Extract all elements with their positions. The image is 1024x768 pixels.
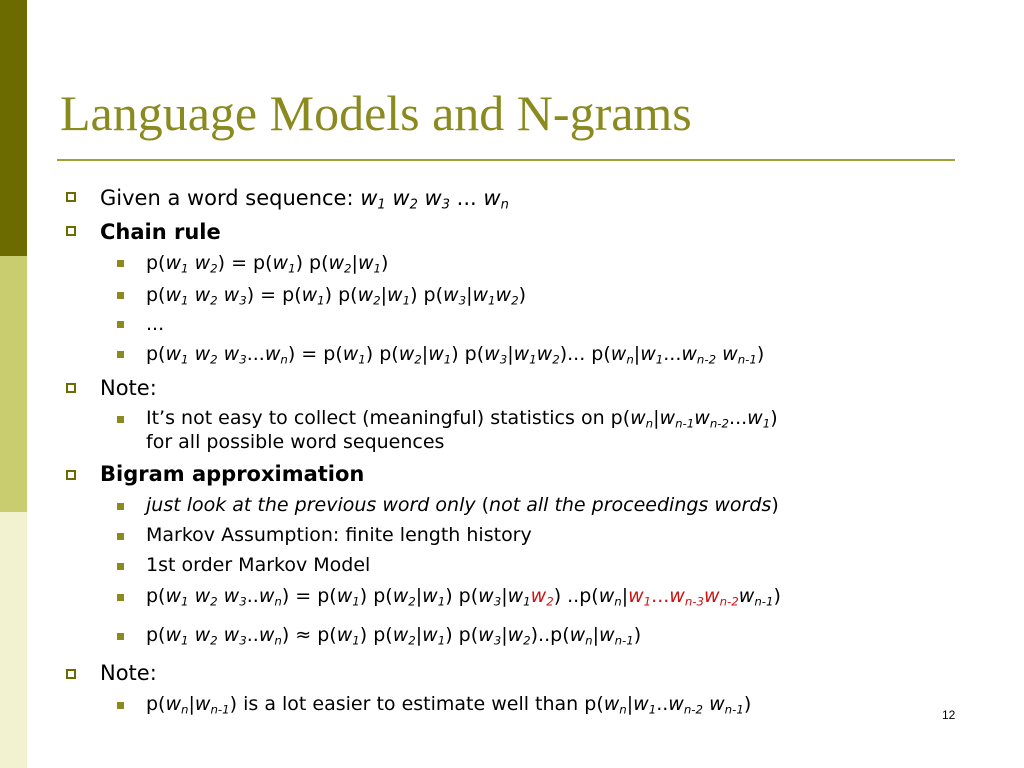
bigram-first-order: 1st order Markov Model [146, 554, 371, 576]
note-statistics-line1: It’s not easy to collect (meaningful) statistics on $p(w_n|w_{n-1}w_{n-2}...w_1)$ [146, 407, 778, 431]
filled-square-bullet-icon [117, 292, 124, 299]
bullet-bigram-approximation [100, 462, 364, 486]
slide-title: Language Models and N-grams [60, 85, 692, 141]
bullet-text: Given a word sequence: [100, 186, 361, 210]
filled-square-bullet-icon [117, 563, 124, 570]
formula-trigram-chain: $p(w_1$ $w_2$ $w_3) = p(w_1)$ $p(w_2|w_1)$ $p(w_3|w_1w_2)$ [146, 284, 526, 308]
bullet-text: It’s not easy to collect (meaningful) statistics on p( [146, 407, 631, 429]
bullet-text: Chain rule [100, 220, 221, 244]
bullet-given-sequence: Given a word sequence: $w_1$ $w_2$ $w_3$ ... $w_n$ [100, 186, 509, 213]
formula-bigram-exact: $p(w_1$ $w_2$ $w_3..w_n) = p(w_1)$ $p(w_2|w_1)$ $p(w_3|w_1w_2)$ $..p(w_n|w_1...w_{n-3}w_{n-2}w_{n-1})$ [146, 585, 781, 609]
filled-square-bullet-icon [117, 594, 124, 601]
bullet-text: not all the proceedings words [489, 494, 772, 516]
bigram-previous-word: just look at the previous word only (not all the proceedings words) [146, 494, 779, 516]
filled-square-bullet-icon [117, 416, 124, 423]
bullet-text: Note: [100, 661, 157, 685]
filled-square-bullet-icon [117, 633, 124, 640]
filled-square-bullet-icon [117, 351, 124, 358]
bullet-text: just look at the previous word only [146, 494, 476, 516]
filled-square-bullet-icon [117, 503, 124, 510]
square-bullet-icon [66, 383, 76, 393]
bullet-text: ) is a lot easier to estimate well than p( [229, 693, 604, 715]
filled-square-bullet-icon [117, 533, 124, 540]
note-statistics-line2: for all possible word sequences [146, 431, 445, 453]
filled-square-bullet-icon [117, 260, 124, 267]
formula-general-chain: $p(w_1$ $w_2$ $w_3...w_n) = p(w_1)$ $p(w_2|w_1)$ $p(w_3|w_1w_2)$... $p(w_n|w_1...w_{n-2}$ $w_{n-1}$) [146, 343, 765, 367]
formula-bigram-chain: $p(w_1$ $w_2) = p(w_1)$ $p(w_2|w_1)$ [146, 252, 389, 276]
square-bullet-icon [66, 192, 76, 202]
page-number: 12 [942, 708, 956, 722]
filled-square-bullet-icon [117, 321, 124, 328]
note-estimation: $p(w_n|w_{n-1})$ is a lot easier to estimate well than $p(w_n|w_1..w_{n-2}$ $w_{n-1}$) [146, 693, 752, 717]
formula-bigram-approx: $p(w_1$ $w_2$ $w_3..w_n) \approx p(w_1)$ $p(w_2|w_1)$ $p(w_3|w_2)..p(w_n|w_{n-1})$ [146, 624, 642, 648]
bullet-note-2 [100, 661, 157, 685]
square-bullet-icon [66, 470, 76, 480]
bullet-text: Bigram approximation [100, 462, 365, 486]
formula-ellipsis: ... [146, 313, 165, 335]
bullet-note-1 [100, 376, 157, 400]
filled-square-bullet-icon [117, 702, 124, 709]
bigram-markov-assumption: Markov Assumption: finite length history [146, 524, 532, 546]
bullet-chain-rule [100, 220, 221, 244]
square-bullet-icon [66, 226, 76, 236]
bullet-text: Note: [100, 376, 157, 400]
square-bullet-icon [66, 669, 76, 679]
